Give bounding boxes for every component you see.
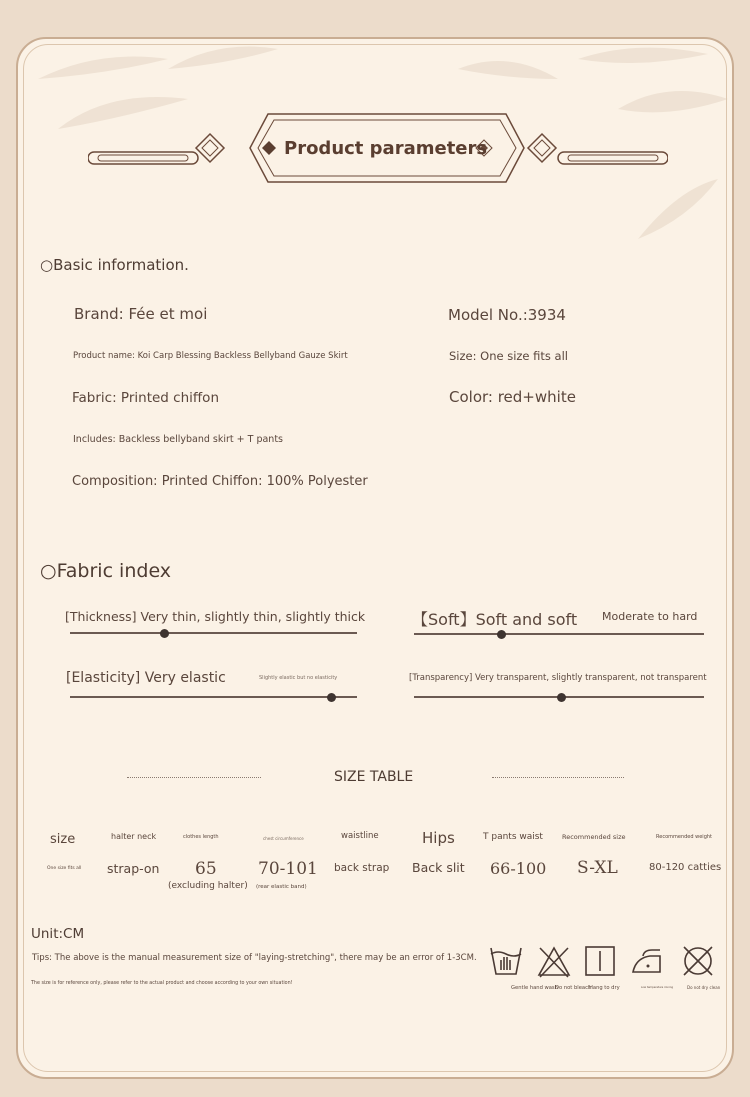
no-dry-clean-icon: [681, 944, 715, 978]
cell-rec-weight: 80-120 catties: [649, 862, 722, 873]
product-name-text: Product name: Koi Carp Blessing Backless Bellyband Gauze Skirt: [73, 351, 348, 361]
basic-info-title: ○Basic information.: [40, 256, 189, 274]
brand-text: Brand: Fée et moi: [74, 305, 208, 323]
fabric-index-title-text: Fabric index: [56, 560, 172, 582]
header-size: size: [50, 832, 76, 847]
iron-icon: [630, 944, 664, 978]
soft-indicator: [497, 630, 506, 639]
header-hips: Hips: [422, 829, 455, 847]
cell-rec-size: S-XL: [577, 858, 618, 878]
transparency-label: [Transparency] Very transparent, slightly transparent, not transparent: [409, 673, 707, 683]
elasticity-scale: [70, 696, 357, 698]
cell-length: 65: [195, 859, 217, 879]
cell-hips: Back slit: [412, 860, 465, 875]
size-table-rule-left: [127, 777, 261, 778]
header-clothes-length: clothes length: [183, 834, 219, 840]
soft-right-label: Moderate to hard: [602, 610, 698, 623]
cell-halter: strap-on: [107, 861, 160, 876]
cell-chest-note: (rear elastic band): [256, 884, 307, 890]
tips-text: Tips: The above is the manual measurement size of "laying-stretching", there may be an error of 1-3CM.: [32, 953, 477, 963]
cell-waist: back strap: [334, 862, 390, 874]
basic-info-title-text: Basic information.: [53, 256, 189, 274]
cell-size: One size fits all: [47, 866, 82, 871]
header-chest: chest circumference: [263, 836, 304, 841]
elasticity-label: [Elasticity] Very elastic: [66, 670, 226, 686]
composition-text: Composition: Printed Chiffon: 100% Polyester: [72, 474, 368, 489]
care-label-iron: Low temperature ironing: [641, 986, 674, 989]
header-waistline: waistline: [341, 831, 379, 841]
size-table-rule-right: [492, 777, 624, 778]
hang-dry-icon: [583, 944, 617, 978]
size-text: Size: One size fits all: [449, 349, 568, 363]
no-bleach-icon: [537, 945, 571, 979]
elasticity-indicator: [327, 693, 336, 702]
care-label-hang-dry: Hang to dry: [589, 985, 620, 991]
care-label-no-dry-clean: Do not dry clean: [687, 985, 721, 990]
model-text: Model No.:3934: [448, 306, 566, 324]
elasticity-note: Slightly elastic but no elasticity: [259, 675, 338, 681]
cell-t-pants: 66-100: [490, 859, 547, 878]
fabric-index-title: ○Fabric index: [40, 560, 172, 582]
care-label-hand-wash: Gentle hand wash: [511, 985, 558, 991]
header-recommended-size: Recommended size: [562, 833, 626, 841]
hand-wash-icon: [489, 944, 523, 978]
soft-scale: [414, 633, 704, 635]
soft-label: 【Soft】Soft and soft: [412, 610, 578, 629]
header-recommended-weight: Recommended weight: [656, 834, 712, 840]
color-text: Color: red+white: [449, 388, 576, 406]
header-t-pants-waist: T pants waist: [483, 832, 543, 842]
thickness-scale: [70, 632, 357, 634]
disclaimer-text: The size is for reference only, please refer to the actual product and choose according to your own situation!: [31, 981, 293, 986]
parameters-card: [16, 37, 734, 1079]
cell-length-note: (excluding halter): [168, 881, 248, 891]
fabric-text: Fabric: Printed chiffon: [72, 390, 219, 406]
header-halter-neck: halter neck: [111, 832, 157, 841]
includes-text: Includes: Backless bellyband skirt + T pants: [73, 434, 284, 445]
unit-text: Unit:CM: [31, 926, 85, 942]
care-label-no-bleach: Do not bleach: [555, 985, 592, 991]
thickness-label: [Thickness] Very thin, slightly thin, slightly thick: [65, 609, 366, 624]
header-title: Product parameters: [284, 138, 488, 159]
cell-chest: 70-101: [258, 859, 318, 879]
size-table-title: SIZE TABLE: [334, 769, 414, 785]
